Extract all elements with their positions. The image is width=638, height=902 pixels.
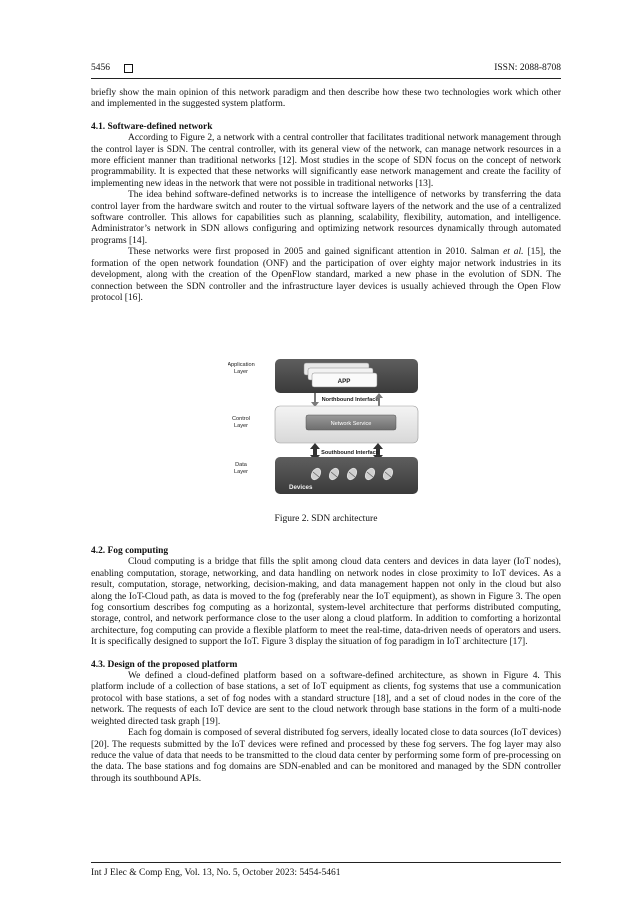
text-run: These networks were first proposed in 2005 and gained significant attention in 2010. Salman <box>128 247 504 258</box>
section-heading-4-2: 4.2. Fog computing <box>91 546 169 556</box>
paragraph: Each fog domain is composed of several distributed fog servers, ideally located close to data sources (IoT devices) [20]. The requests submitted by the IoT devices were refined and processed by these fog servers. The fog layer may also reduce the value of data that needs to be transmitted to the cloud data center by performing some form of pre-processing on the data. The base stations and fog domains are SDN-enabled and can be monitored and managed by the SDN controller through its southbound APIs. <box>91 728 561 784</box>
figure-caption: Figure 2. SDN architecture <box>274 514 378 524</box>
issn: ISSN: 2088-8708 <box>494 63 561 73</box>
intro-paragraph: briefly show the main opinion of this network paradigm and then describe how these two technologies work which other and implemented in the suggested system platform. <box>91 88 561 110</box>
control-layer-label: Control Layer <box>231 416 251 429</box>
paragraph: Cloud computing is a bridge that fills the split among cloud data centers and devices in data layer (IoT nodes), enabling computation, storage, networking, and data handling on network nodes in close proximity to IoT devices. As a result, computation, storage, networking, decision-making, and data management happen not only in the cloud but also along the IoT-Cloud path, as data is moved to the fog (preferably near the IoT equipment), as shown in Figure 3. The open fog consortium describes fog computing as a horizontal, system-level architecture that performs distributed computing, storage, control, and network performance close to the user along a cloud platform. In addition to comforting a horizontal architecture, fog computing can provide a flexible platform to meet the real-time, data-driven needs of operators and users. It is specifically designed to support the IoT. Figure 3 display the situation of fog paradigm in IoT architecture [17]. <box>91 557 561 648</box>
checkbox-square-icon <box>124 64 133 73</box>
page-footer: Int J Elec & Comp Eng, Vol. 13, No. 5, October 2023: 5454-5461 <box>91 868 341 878</box>
application-layer-label: Application Layer <box>228 362 255 375</box>
italic-text: et al. <box>503 247 524 258</box>
page-header <box>91 63 561 77</box>
northbound-interface-label: Northbound Interface <box>321 397 379 403</box>
paragraph: The idea behind software-defined networks is to increase the intelligence of networks by transferring the data control layer from the hardware switch and router to the virtual software layers of the network and the use of a centralized software controller. This allows for capabilities such as planning, scalability, flexibility, automation, and intelligence. Administrator’s network in SDN allows configuring and optimizing network resources dynamically through automated programs [14]. <box>91 190 561 246</box>
header-rule <box>91 78 561 79</box>
footer-rule <box>91 862 561 863</box>
app-label: APP <box>337 378 351 385</box>
sdn-diagram <box>228 357 424 497</box>
paragraph: According to Figure 2, a network with a central controller that facilitates traditional network management through the control layer is SDN. The central controller, with its general view of the network, can manage network resources in a more efficient manner than traditional networks [12]. Most studies in the scope of SDN focus on the concept of network programmability. It is expected that these networks will significantly ease network management and create the facility of implementing new ideas in the network that were not possible in traditional networks [13]. <box>91 133 561 189</box>
text-run: [15], the formation of the open network foundation (ONF) and the participation of over eighty major network industries in its development, along with the creation of the OpenFlow standard, marked a new phase in the evolution of SDN. The connection between the SDN controller and the infrastructure layer devices is usually achieved through the Open Flow protocol [16]. <box>91 247 561 303</box>
network-service-label: Network Service <box>330 421 372 427</box>
figure-sdn-architecture <box>228 357 424 497</box>
body-bottom <box>91 546 561 785</box>
paragraph <box>91 247 561 304</box>
southbound-interface-label: Southbound Interface <box>321 450 379 456</box>
section-heading-4-1: 4.1. Software-defined network <box>91 121 213 132</box>
page-number: 5456 <box>91 63 110 73</box>
devices-label: Devices <box>289 484 313 491</box>
paragraph: We defined a cloud-defined platform based on a software-defined architecture, as shown in Figure 4. This platform include of a collection of base stations, a set of IoT equipment as clients, fog systems that use a communication protocol with base stations, a set of fog nodes with a standard structure [18], and a set of cloud nodes in the core of the network. The requests of each IoT device are sent to the cloud network through base stations in the form of a multi-node weighted directed task graph [19]. <box>91 671 561 727</box>
data-layer-label: Data Layer <box>234 462 248 475</box>
section-heading-4-3: 4.3. Design of the proposed platform <box>91 659 238 670</box>
body-top <box>91 88 561 304</box>
